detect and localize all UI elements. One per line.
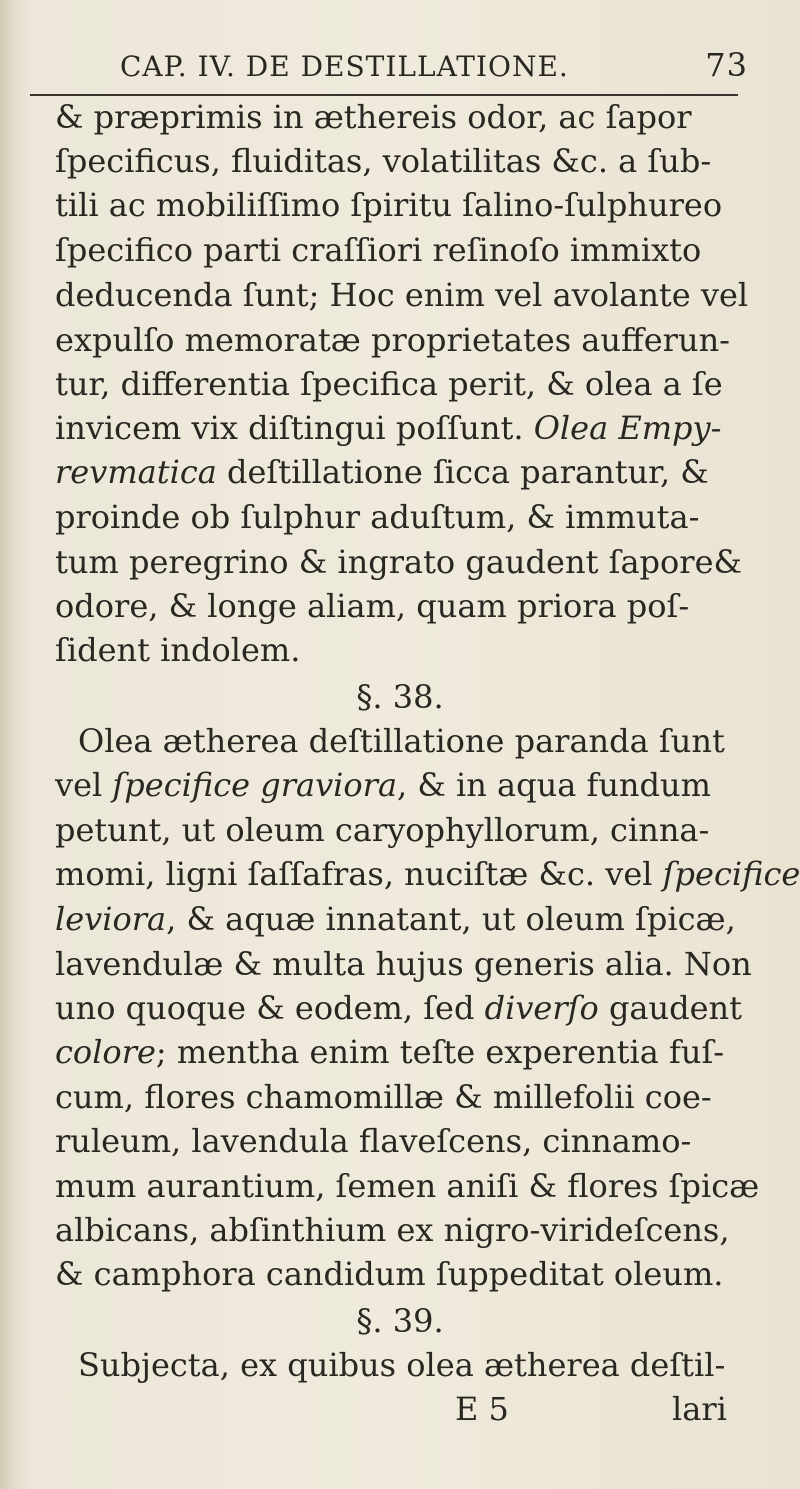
text-line: [55, 586, 689, 626]
running-title: CAP. IV. DE DESTILLATIONE.: [120, 50, 569, 83]
text-segment: petunt, ut oleum caryophyllorum, cinna-: [55, 811, 710, 849]
text-segment: ſpecifico parti craſſiori reſinoſo immixto: [55, 231, 702, 269]
section-heading: [0, 1301, 800, 1341]
text-segment: ſpecifice: [662, 855, 800, 893]
text-line: [55, 630, 300, 670]
text-segment: ſpecifice graviora: [112, 766, 398, 804]
text-segment: ; mentha enim teſte experentia fuſ-: [155, 1033, 725, 1071]
text-line: [55, 275, 748, 315]
text-line: [55, 1166, 759, 1206]
signature-mark: E 5: [455, 1390, 509, 1428]
text-segment: tum peregrino & ingrato gaudent ſapore&: [55, 543, 742, 581]
text-segment: diverſo: [484, 989, 599, 1027]
text-segment: tili ac mobiliſſimo ſpiritu ſalino-ſulphureo: [55, 186, 723, 224]
text-line: [55, 1077, 712, 1117]
text-segment: proinde ob ſulphur aduſtum, & immuta-: [55, 498, 700, 536]
text-line: [0, 1389, 800, 1429]
text-segment: & præprimis in æthereis odor, ac ſapor: [55, 98, 692, 136]
text-segment: odore, & longe aliam, quam priora poſ-: [55, 587, 690, 625]
text-line: [78, 721, 725, 761]
text-segment: gaudent: [598, 989, 742, 1027]
text-segment: deſtillatione ſicca parantur, &: [216, 453, 709, 491]
text-line: [55, 810, 709, 850]
page-gutter: [0, 0, 14, 1489]
text-segment: expulſo memoratæ proprietates aufferun-: [55, 321, 730, 359]
text-segment: ſpecificus, fluiditas, volatilitas &c. a ſub-: [55, 142, 712, 180]
text-segment: ſident indolem.: [55, 631, 301, 669]
text-segment: Olea ætherea deſtillatione paranda ſunt: [78, 722, 725, 760]
text-line: [55, 1032, 724, 1072]
page-number: 73: [705, 46, 748, 84]
text-segment: §. 39.: [356, 1302, 444, 1340]
header-rule: [30, 94, 738, 96]
text-segment: invicem vix diſtingui poſſunt.: [55, 409, 534, 447]
text-line: [55, 185, 722, 225]
text-segment: , & aquæ innatant, ut oleum ſpicæ,: [166, 900, 736, 938]
section-heading: [0, 677, 800, 717]
text-line: [55, 452, 709, 492]
text-segment: uno quoque & eodem, ſed: [55, 989, 485, 1027]
text-segment: Subjecta, ex quibus olea ætherea deſtil-: [78, 1346, 726, 1384]
text-segment: deducenda ſunt; Hoc enim vel avolante vel: [55, 276, 749, 314]
text-line: [55, 497, 699, 537]
text-segment: cum, flores chamomillæ & millefolii coe-: [55, 1078, 712, 1116]
text-segment: colore: [55, 1033, 156, 1071]
text-segment: mum aurantium, ſemen aniſi & flores ſpicæ: [55, 1167, 760, 1205]
text-segment: ruleum, lavendula flaveſcens, cinnamo-: [55, 1122, 692, 1160]
text-line: [55, 141, 711, 181]
text-segment: leviora: [55, 900, 167, 938]
text-segment: , & in aqua fundum: [397, 766, 711, 804]
text-line: [55, 1121, 691, 1161]
catchword: lari: [672, 1390, 727, 1428]
text-line: [55, 320, 730, 360]
text-segment: & camphora candidum ſuppeditat oleum.: [55, 1255, 724, 1293]
text-segment: momi, ligni ſaſſafras, nuciſtæ &c. vel: [55, 855, 663, 893]
text-line: [55, 988, 742, 1028]
text-line: [55, 765, 711, 805]
text-line: [55, 944, 752, 984]
text-segment: tur, differentia ſpecifica perit, & olea a ſe: [55, 365, 723, 403]
text-segment: revmatica: [55, 453, 217, 491]
text-line: [55, 97, 692, 137]
text-line: [55, 408, 721, 448]
text-line: [78, 1345, 725, 1385]
text-segment: §. 38.: [356, 678, 444, 716]
text-segment: vel: [55, 766, 113, 804]
text-segment: albicans, abſinthium ex nigro-virideſcens,: [55, 1211, 730, 1249]
text-line: [55, 230, 701, 270]
text-line: [55, 1254, 723, 1294]
text-segment: Olea Empy-: [533, 409, 722, 447]
running-header: [120, 46, 780, 86]
text-line: [55, 899, 736, 939]
text-line: [55, 1210, 730, 1250]
text-segment: lavendulæ & multa hujus generis alia. Non: [55, 945, 752, 983]
text-line: [55, 364, 723, 404]
text-line: [55, 854, 800, 894]
text-line: [55, 542, 742, 582]
